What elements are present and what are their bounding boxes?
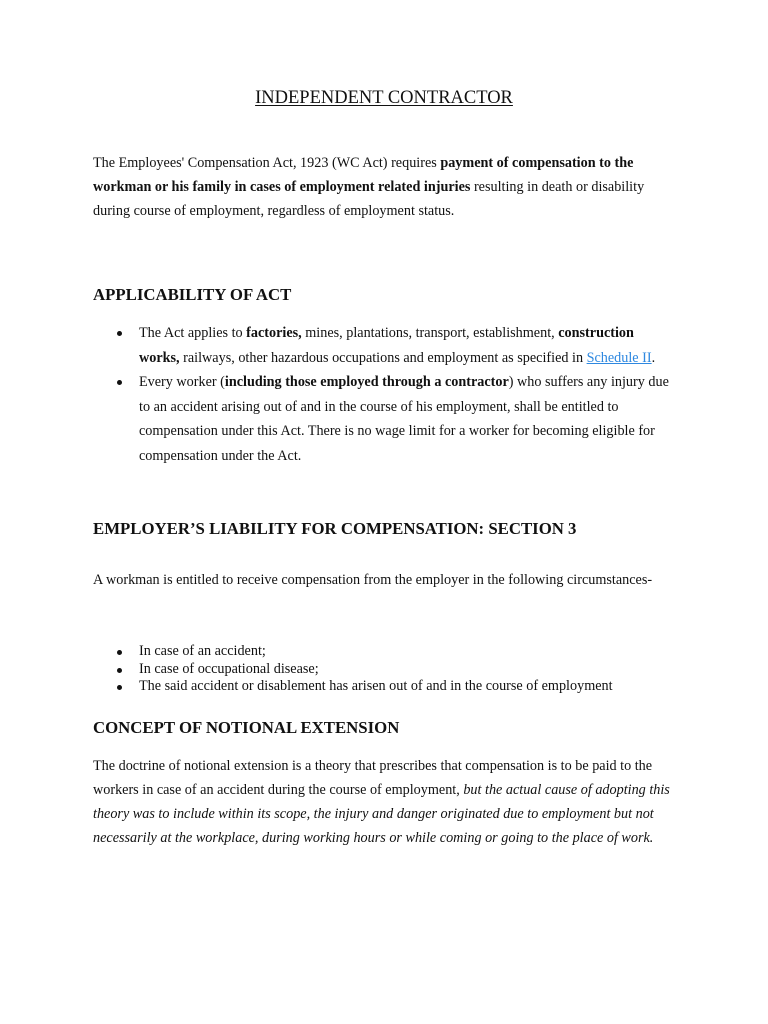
item-text: railways, other hazardous occupations and employment as specified in (179, 349, 587, 366)
intro-text-1: The Employees' Compensation Act, 1923 (WC Act) requires (93, 155, 441, 171)
list-item (93, 370, 678, 468)
notional-extension-paragraph (93, 754, 678, 850)
notional-extension-heading: CONCEPT OF NOTIONAL EXTENSION (93, 718, 400, 737)
applicability-list (93, 321, 678, 468)
list-item: In case of an accident; (93, 643, 678, 661)
item-bold-text: including those employed through a contractor (224, 374, 509, 390)
item-text: The Act applies to (139, 325, 247, 341)
liability-paragraph: A workman is entitled to receive compensation from the employer in the following circumstances- (93, 572, 653, 588)
intro-paragraph (93, 151, 678, 223)
item-text: mines, plantations, transport, establishment, (301, 325, 559, 341)
item-bold-text: factories, (246, 325, 302, 341)
intro-bold-text: payment of compensation to the workman or his family in cases of employment related injuries (93, 155, 634, 195)
item-text: Every worker ( (139, 374, 225, 390)
list-item: The said accident or disablement has arisen out of and in the course of employment (93, 678, 678, 696)
applicability-heading: APPLICABILITY OF ACT (93, 285, 292, 304)
liability-heading: EMPLOYER’S LIABILITY FOR COMPENSATION: SECTION 3 (93, 519, 577, 538)
item-text: ) who suffers any injury due to an accident arising out of and in the course of his employment, shall be entitled to compensation under this Act. There is no wage limit for a worker for becoming eligible for compensation under the Act. (139, 374, 669, 464)
liability-list (93, 643, 678, 696)
list-item: In case of occupational disease; (93, 661, 678, 679)
item-text: . (651, 349, 656, 366)
list-item (93, 321, 678, 370)
schedule-ii-link[interactable]: Schedule II (586, 349, 652, 366)
notional-text: The doctrine of notional extension is a theory that prescribes that compensation is to be paid to the workers in case of an accident during the course of employment, (93, 758, 653, 798)
notional-italic-text: but the actual cause of adopting this theory was to include within its scope, the injury and danger originated due to employment but not necessarily at the workplace, during working hours or while coming or going to the place of work. (93, 782, 670, 846)
item-bold-text: construction works, (139, 325, 634, 366)
page-title: INDEPENDENT CONTRACTOR (255, 88, 513, 108)
intro-text-2: resulting in death or disability during course of employment, regardless of employment status. (93, 179, 645, 219)
